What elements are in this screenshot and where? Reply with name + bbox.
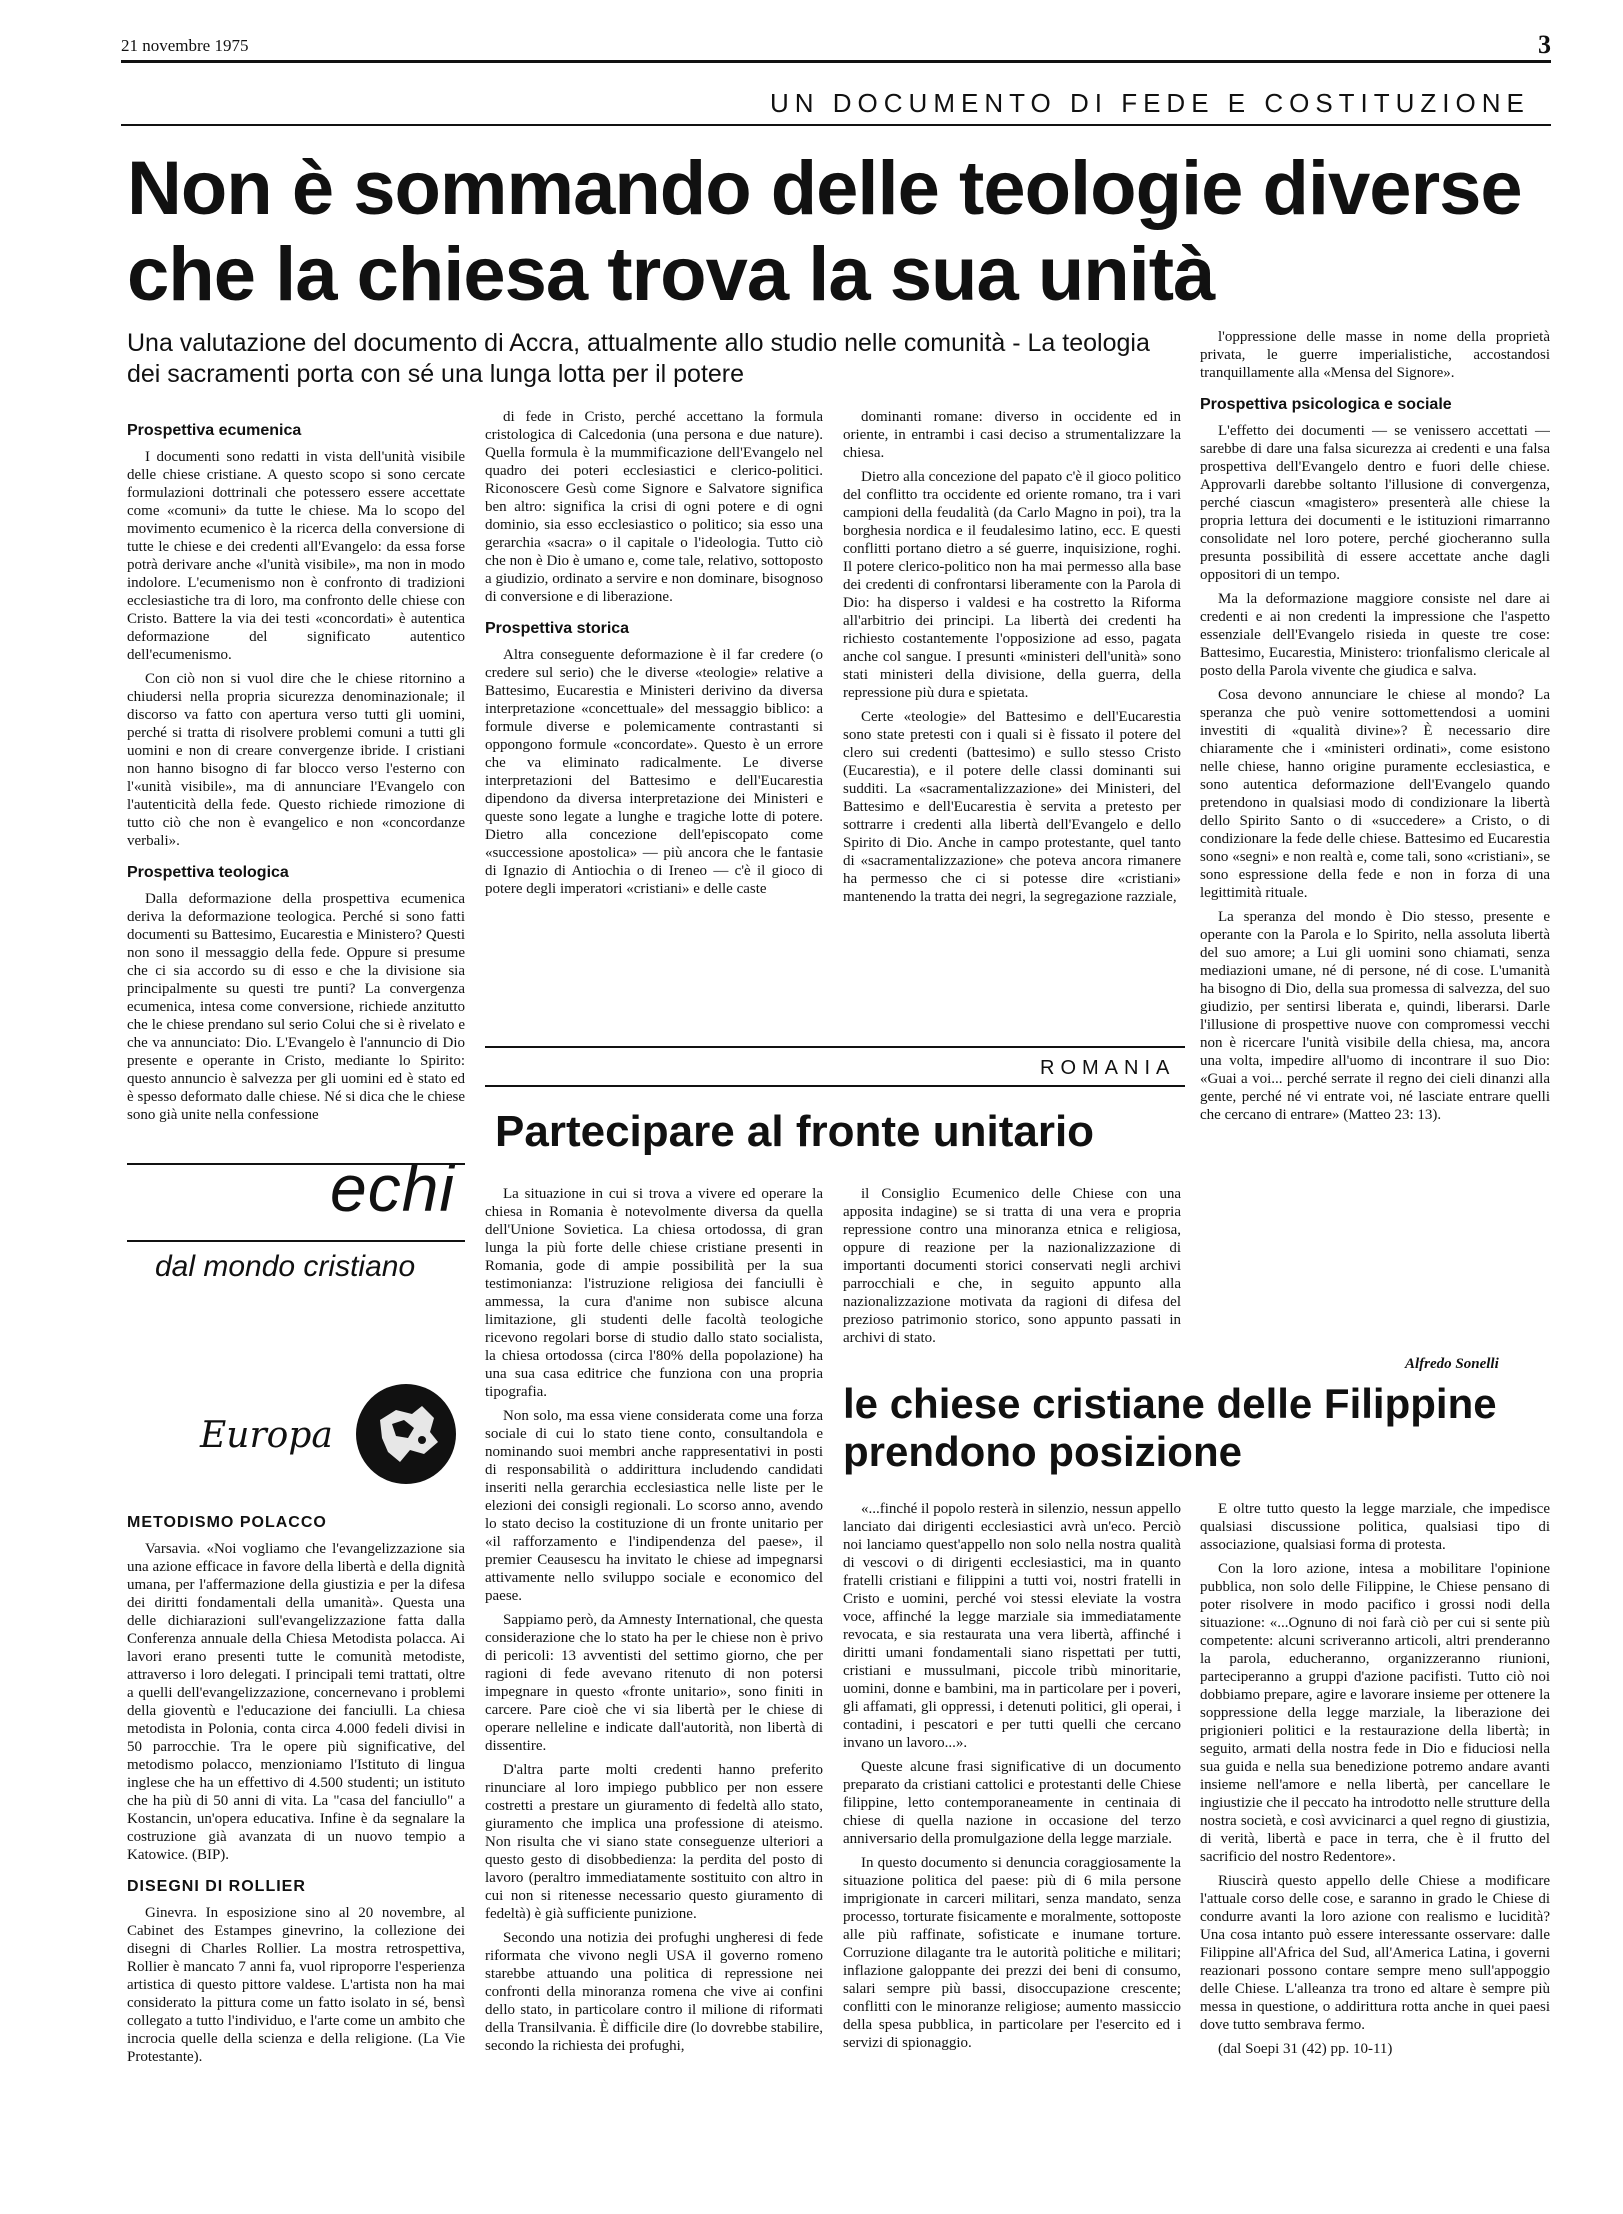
paragraph: Certe «teologie» del Battesimo e dell'Eucarestia sono state pretesti con i quali si è fissato il potere del clero sui credenti (battesimo) e sullo stesso Cristo (Eucarestia), e il potere delle classi dominanti sui sudditi. La «sacramentalizzazione» dei Ministeri, del Battesimo e dell'Eucarestia è servita a pretesto per sottrarre i credenti alla libertà dell'Evangelo e dello Spirito di Dio. Anche in campo protestante, quel tanto di «sacramentalizzazione» che poteva ancora rimanere ha permesso che ci si potesse dire «cristiani» mantenendo la tratta dei negri, la segregazione razziale, bbox=[843, 709, 1181, 905]
byline: Alfredo Sonelli bbox=[1405, 1356, 1499, 1372]
paragraph: Dalla deformazione della prospettiva ecumenica deriva la deformazione teologica. Perché si sono fatti documenti su Battesimo, Eucarestia e Ministero? Questi non sono il messaggio della fede. Oppure si presume che ci sia accordo su di esso e che la divisione sia principalmente su questi tre punti? La convergenza ecumenica, intesa come conversione, richiede anzitutto che le chiese prendano sul serio Colui che si è rivelato e che va annunciato: Dio. L'Evangelo è l'annuncio di Dio presente e operante in Cristo, mediante lo Spirito: questo annuncio è salvezza per gli uomini ed è stato ed è spesso deformato dalle chiese. Né si dica che le chiese sono già unite nella confessione bbox=[127, 891, 465, 1123]
section-heading: Prospettiva psicologica e sociale bbox=[1200, 396, 1452, 413]
romania-column-2 bbox=[843, 1185, 1181, 1405]
paragraph: Sappiamo però, da Amnesty International, che questa considerazione che lo stato ha per le chiese non è privo di pericoli: 13 avventisti del settimo giorno, che per ragioni di fede avevano ritenuto di non potersi impegnare in questo «fronte unitario», sono finiti in carcere. Pare cioè che vi sia libertà per le chiese di operare nelleline e indicate dall'autorità, non libertà di dissentire. bbox=[485, 1612, 823, 1754]
echi-region-label: Europa bbox=[200, 1415, 333, 1456]
main-column-1 bbox=[127, 408, 465, 1188]
paragraph: Non solo, ma essa viene considerata come una forza sociale di cui lo stato tiene conto, consultandola e nominando suoi membri anche rappresentativi in posti di responsabilità o addirittura includendo candidati inseriti nella gerarchia ecclesiastica nelle liste per le elezioni dei consigli regionali. Lo scorso anno, avendo lo stato deciso la costituzione di un fronte unitario per «il rafforzamento e l'indipendenza del paese», il premier Ceausescu ha invitato le chiese ad impegnarsi attivamente nello sviluppo sociale e economico del paese. bbox=[485, 1408, 823, 1604]
filippine-column-1 bbox=[843, 1500, 1181, 2180]
paragraph: I documenti sono redatti in vista dell'unità visibile delle chiese cristiane. A questo scopo si sono cercate formulazioni dottrinali che potessero essere accettate come «comuni» da tutte le chiese. Ma lo scopo del movimento ecumenico è la ricerca della conversione di tutte le chiese e dei credenti all'Evangelo: da essa forse potrà derivare anche «l'unità visibile», ma non in modo indolore. L'ecumenismo non è confronto di tradizioni ecclesiastiche tra di loro, ma confronto delle chiese con Cristo. Battere la via dei testi «concordati» è autentica deformazione del significato autentico dell'ecumenismo. bbox=[127, 449, 465, 663]
paragraph: In questo documento si denuncia coraggiosamente la situazione politica del paese: più di 6 mila persone imprigionate in carceri militari, senza mandato, senza processo, torturate fisicamente e moralmente, sottoposte alle più raffinate, sofisticate e inumane torture. Corruzione dilagante tra le autorità politiche e militari; inflazione galoppante dei prezzi dei beni di consumo, salari sempre più bassi, disoccupazione crescente; conflitti con le minoranze religiose; aumento massiccio della spesa pubblica, in particolare per l'esercito ed i servizi di spionaggio. bbox=[843, 1855, 1181, 2051]
news-item-text: Varsavia. «Noi vogliamo che l'evangelizzazione sia una azione efficace in favore della libertà e della dignità umana, per l'affermazione della giustizia e per la difesa dei diritti fondamentali della umanità». Questa una delle dichiarazioni sull'evangelizzazione fatta dalla Conferenza annuale della Chiesa Metodista polacca. Ai lavori erano presenti tutte le comunità metodiste, attraverso i loro delegati. I principali temi trattati, oltre a quelli dell'evangelizzazione, concernevano i problemi della gioventù e l'educazione dei fanciulli. La chiesa metodista in Polonia, conta circa 4.000 fedeli divisi in 50 parrocchie. Tra le opere più significative, del metodismo polacco, menzioniamo l'Istituto di lingua inglese che ha un effettivo di 4.500 studenti; un istituto che ha più di 50 anni di vita. La "casa del fanciullo" a Kostancin, un'opera educativa. Infine è da segnalare la costruzione già avanzata di un nuovo tempio a Katowice. (BIP). bbox=[127, 1541, 465, 1863]
europe-map-icon bbox=[352, 1380, 460, 1488]
echi-mid-rule bbox=[127, 1240, 465, 1242]
main-column-2 bbox=[485, 408, 823, 1028]
paragraph: «...finché il popolo resterà in silenzio, nessun appello lanciato dai dirigenti ecclesiastici avrà un'eco. Perciò noi lanciamo quest'appello non solo nella nostra qualità di vescovi o di dirigenti ecclesiastici, ma in quanto fratelli cristiani e filippini a tutti voi, nostri fratelli in Cristo e uomini, perché voi stessi eleviate la vostra voce, affinché la legge marziale sia immediatamente revocata, e sia restaurata una vera libertà, affinché i diritti umani fondamentali siano rispettati per tutti, cristiani e mussulmani, piccole tribù minoritarie, uomini, donne e bambini, ma in particolare per i poveri, gli affamati, gli oppressi, i detenuti politici, gli operai, i contadini, i pescatori e per tutti quelli che cercano invano un lavoro...». bbox=[843, 1501, 1181, 1751]
paragraph: Dietro alla concezione del papato c'è il gioco politico del conflitto tra occidente ed oriente romano, tra i vari campioni della feudalità (da Carlo Magno in poi), tra la borghesia nordica e il feudalesimo latino, ecc. E questi conflitti portano dietro a sé guerre, inquisizione, roghi. Il potere clerico-politico non ha mai permesso alla base dei credenti di confrontarsi liberamente con la Parola di Dio: ha disperso i valdesi e ha costretto la Riforma all'arbitrio dei principi. La libertà dei credenti ha richiesto costantemente l'opposizione ad esso, pagata anche col sangue. I presunti «ministeri dell'unità» sono stati ministeri della divisione, della guerra, della repressione più dura e spietata. bbox=[843, 469, 1181, 701]
romania-rule-2 bbox=[485, 1085, 1185, 1087]
paragraph: Queste alcune frasi significative di un documento preparato da cristiani cattolici e protestanti delle Chiese filippine, letto contemporaneamente in centinaia di chiese di quella nazione in occasione del terzo anniversario della promulgazione della legge marziale. bbox=[843, 1759, 1181, 1847]
paragraph: Cosa devono annunciare le chiese al mondo? La speranza che può venire sottomettendosi a uomini investiti di «qualità divine»? È necessario dire chiaramente che i «ministeri ordinati», come esistono nelle chiese, hanno origine puramente ecclesiastica, e sono autentica deformazione dell'Evangelo quando pretendono in qualsiasi modo di condizionare la libertà dello Spirito Santo o di «succedere» a Cristo, o di condizionare la fede delle chiese. Battesimo ed Eucarestia sono «segni» e non realtà e, come tali, sono «cristiani», se sono espressione della fede e non in forza di una legittimità rituale. bbox=[1200, 687, 1550, 901]
echi-subtitle: dal mondo cristiano bbox=[155, 1250, 416, 1283]
paragraph: La situazione in cui si trova a vivere ed operare la chiesa in Romania è notevolmente diversa da quella dell'Unione Sovietica. La chiesa ortodossa, di gran lunga la più forte delle chiese cristiane presenti in Romania, gode di ampie possibilità per la sua testimonianza: l'istruzione religiosa dei fanciulli è ammessa, la cura d'anime non subisce alcuna limitazione, gli studenti delle facoltà teologiche ricevono regolari borse di studio dallo stato socialista, la chiesa ortodossa (circa l'80% della popolazione) ha una sua casa editrice che funziona con una propria tipografia. bbox=[485, 1186, 823, 1400]
page-number: 3 bbox=[1538, 30, 1551, 59]
main-headline bbox=[127, 146, 1567, 318]
paragraph: Con ciò non si vuol dire che le chiese ritornino a chiudersi nella propria sicurezza denominazionale; il discorso va fatto con apertura verso tutti gli uomini, perché si tratta di risolvere problemi comuni a tutti gli uomini e non di creare convergenze ibride. I cristiani non hanno bisogno di far blocco verso l'esterno con l'«unità visibile», ma di annunciare l'Evangelo con l'autenticità della fede. Questo richiede rimozione di tutto ciò che non è evangelico e non «concordanze verbali». bbox=[127, 671, 465, 849]
paragraph: Riuscirà questo appello delle Chiese a modificare l'attuale corso delle cose, e saranno in grado le Chiese di condurre avanti la loro azione con realismo e lucidità? Una cosa intanto può essere interessante osservare: dalle Filippine all'Africa del Sud, all'America Latina, i governi reazionari possono contare sempre meno sull'appoggio delle Chiese. L'alleanza tra trono ed altare è sempre più messa in questione, o addirittura rotta anche in quei paesi dove tutto sembrava fermo. bbox=[1200, 1873, 1550, 2033]
paragraph: (dal Soepi 31 (42) pp. 10-11) bbox=[1218, 2041, 1393, 2057]
filippine-column-2 bbox=[1200, 1500, 1550, 2180]
main-subtitle: Una valutazione del documento di Accra, attualmente allo studio nelle comunità - La teologia dei sacramenti porta con sé una lunga lotta per il potere bbox=[127, 329, 1150, 388]
paragraph: D'altra parte molti credenti hanno preferito rinunciare al loro impiego pubblico per non essere costretti a prestare un giuramento di fedeltà allo stato, giuramento che implica una professione di ateismo. Non risulta che vi siano state conseguenze ulteriori a questo gesto di disobbedienza: la perdita del posto di lavoro (peraltro immediatamente sostituito con altro in cui non si ritenesse necessario questo giuramento di fedeltà) è già sufficiente punizione. bbox=[485, 1762, 823, 1922]
filippine-headline-line-2: prendono posizione bbox=[843, 1428, 1242, 1475]
section-kicker: UN DOCUMENTO DI FEDE E COSTITUZIONE bbox=[770, 88, 1530, 118]
paragraph: L'effetto dei documenti — se venissero accettati — sarebbe di dare una falsa sicurezza ai credenti e una falsa prospettiva dell'Evangelo dentro e fuori delle chiese. Approvarli darebbe soltanto l'illusione di convergenza, perché ciascun «magistero» presenterà alle chiese la propria lettura dei documenti e le istituzioni rimarranno consolidate nel loro potere, perché giocheranno sulla presunta possibilità di essere accettate anche dagli oppositori di un tempo. bbox=[1200, 423, 1550, 583]
kicker-rule bbox=[121, 124, 1551, 126]
paragraph: Altra conseguente deformazione è il far credere (o credere sul serio) che le diverse «teologie» relative a Battesimo, Eucarestia e Ministeri derivino da diversa interpretazione «concettuale» del messaggio biblico: a formule diverse e polemicamente contrastanti si oppongono formule «concordate». Questo è un errore che va eliminato radicalmente. Le diverse interpretazioni del Battesimo e dell'Eucarestia dipendono da diversa interpretazione dei Ministeri e queste sono legate a lunghe e tragiche lotte di potere. Dietro alla concezione dell'episcopato come «successione apostolica» — più ancora che le fantasie di Ignazio di Antiochia o di Ireneo — c'è il gioco di potere degli imperatori «cristiani» e delle caste bbox=[485, 647, 823, 897]
section-heading: Prospettiva storica bbox=[485, 620, 630, 637]
section-heading: Prospettiva ecumenica bbox=[127, 422, 302, 439]
paragraph: l'oppressione delle masse in nome della proprietà privata, le guerre imperialistiche, accostandosi tranquillamente alla «Mensa del Signore». bbox=[1200, 329, 1550, 381]
section-heading: Prospettiva teologica bbox=[127, 864, 289, 881]
echi-news-list bbox=[127, 1500, 465, 2180]
filippine-headline bbox=[843, 1380, 1563, 1476]
romania-rule bbox=[485, 1046, 1185, 1048]
headline-line-1: Non è sommando delle teologie diverse bbox=[127, 146, 1522, 231]
paragraph: il Consiglio Ecumenico delle Chiese con una apposita indagine) se si tratta di una vera e propria repressione contro una minoranza etnica e religiosa, oppure di reazione per la nazionalizzazione di importanti documenti storici conservati negli archivi parrocchiali e che, in seguito appunto alla nazionalizzazione motivata da ragioni di difesa del prezioso patrimonio storico, sono appunto passati in archivi di stato. bbox=[843, 1186, 1181, 1346]
romania-headline: Partecipare al fronte unitario bbox=[495, 1107, 1095, 1156]
paragraph: Con la loro azione, intesa a mobilitare l'opinione pubblica, non solo delle Filippine, le Chiese pensano di poter risolvere in modo pacifico i grossi nodi della situazione: «...Ognuno di noi farà ciò per cui si sente più competente: alcuni scriveranno articoli, altri prenderanno la parola, educheranno, organizzeranno riunioni, parteciperanno a gruppi d'azione pacifisti. Tutto ciò noi dobbiamo prepare, agire e lavorare insieme per ottenere la soppressione della legge marziale, la liberazione dei prigionieri politici e la restaurazione della libertà; in seguito, armati della nostra fede in Dio e fiduciosi nella sua guida e nella sua benedizione potremo andare avanti insieme nell'amore e nella libertà, per cancellare le ingiustizie che il peccato ha introdotto nelle strutture della nostra società, e così avvicinarci a quel regno di giustizia, di verità, libertà e pace in terra, che è il frutto del sacrificio del nostro Redentore». bbox=[1200, 1561, 1550, 1865]
paragraph: dominanti romane: diverso in occidente ed in oriente, in entrambi i casi deciso a strumentalizzare la chiesa. bbox=[843, 409, 1181, 461]
paragraph: E oltre tutto questo la legge marziale, che impedisce qualsiasi discussione politica, qualsiasi tipo di associazione, qualsiasi forma di protesta. bbox=[1200, 1501, 1550, 1553]
headline-line-2: che la chiesa trova la sua unità bbox=[127, 232, 1215, 317]
header-rule bbox=[121, 60, 1551, 63]
paragraph: di fede in Cristo, perché accettano la formula cristologica di Calcedonia (una persona e due nature). Quella formula è la mummificazione dell'Evangelo nel quadro dei poteri ecclesiastici e clerico-politici. Riconoscere Gesù come Signore e Salvatore significa ben altro: significa la crisi di ogni potere e di ogni dominio, sia esso ecclesiastico o politico; sia esso una gerarchia «sacra» o il capitale o l'ideologia. Tutto ciò che non è Dio è umano e, come tale, relativo, sottoposto a giudizio, ordinato a servire e non dominare, bisognoso di conversione e di liberazione. bbox=[485, 409, 823, 605]
paragraph: Ma la deformazione maggiore consiste nel dare ai credenti e ai non credenti la impressione che l'aspetto essenziale dell'Evangelo risieda in queste tre cose: Battesimo, Eucarestia, Ministero: trionfalismo clericale al posto della Parola vivente che giudica e salva. bbox=[1200, 591, 1550, 679]
paragraph: Secondo una notizia dei profughi ungheresi di fede riformata che vivono negli USA il governo romeno starebbe attuando una politica di repressione nei confronti della minoranza romena che vive ai confini dello stato, in particolare contro il milione di riformati della Transilvania. È difficile dire (lo dovrebbe stabilire, secondo la richiesta dei profughi, bbox=[485, 1930, 823, 2054]
news-item-text: Ginevra. In esposizione sino al 20 novembre, al Cabinet des Estampes ginevrino, la collezione dei disegni di Charles Rollier. La mostra retrospettiva, Rollier è mancato 7 anni fa, vuol riproporre l'esperienza artistica di questo pittore valdese. L'artista non ha mai considerato la pittura come un fatto isolato in sé, bensì collegato a tutto l'individuo, e l'arte come un ambito che incrocia quelle della scienza e della religione. (La Vie Protestante). bbox=[127, 1905, 465, 2065]
filippine-headline-line-1: le chiese cristiane delle Filippine bbox=[843, 1380, 1497, 1427]
issue-date: 21 novembre 1975 bbox=[121, 36, 249, 55]
main-column-3 bbox=[843, 408, 1181, 1028]
news-item-heading: DISEGNI DI ROLLIER bbox=[127, 1878, 306, 1895]
main-column-4 bbox=[1200, 328, 1550, 1338]
echi-title: echi bbox=[330, 1151, 456, 1225]
section-label-romania: ROMANIA bbox=[1040, 1057, 1176, 1079]
news-item-heading: METODISMO POLACCO bbox=[127, 1514, 327, 1531]
paragraph: La speranza del mondo è Dio stesso, presente e operante con la Parola e lo Spirito, nella assoluta libertà del suo amore; a Lui gli uomini sono chiamati, senza mediazioni umane, né di persone, né di cose. L'umanità ha bisogno di Dio, della sua promessa di salvezza, del suo giudizio, per sentirsi liberata e, quindi, liberarsi. Darle l'illusione di prospettive nuove con compromessi vecchi non è ricercare l'unità visibile della chiesa, ma, ancora una volta, impedire all'uomo di incontrare il suo Dio: «Guai a voi... perché serrate il regno dei cieli dinanzi alla gente, perché né vi entrate voi, né lasciate entrare quelli che cercano di entrare» (Matteo 23: 13). bbox=[1200, 909, 1550, 1123]
romania-column-1 bbox=[485, 1185, 823, 2175]
